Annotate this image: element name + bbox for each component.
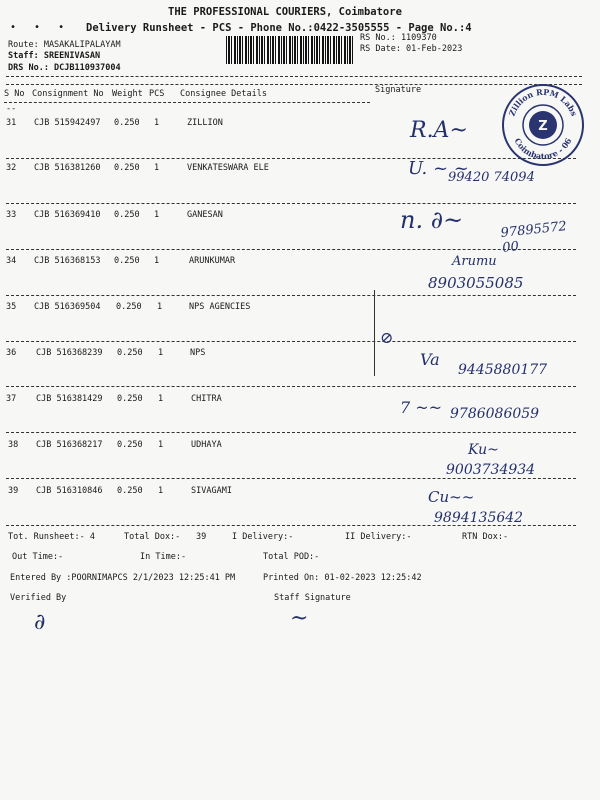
row-pcs: 1 bbox=[158, 486, 164, 496]
row-consignment: CJB 516369504 bbox=[34, 302, 101, 312]
row-consignment: CJB 516381260 bbox=[34, 163, 101, 173]
row-weight: 0.250 bbox=[117, 440, 143, 450]
row-divider bbox=[6, 249, 576, 250]
row-divider bbox=[6, 203, 576, 204]
phone-33: 97895572 00 bbox=[500, 219, 568, 256]
row-divider bbox=[6, 158, 576, 159]
row-weight: 0.250 bbox=[114, 210, 140, 220]
header-divider-2 bbox=[6, 84, 582, 85]
signature-39: Cu~~ bbox=[428, 488, 475, 506]
row-weight: 0.250 bbox=[117, 348, 143, 358]
row-pcs: 1 bbox=[154, 256, 160, 266]
header-divider bbox=[6, 76, 582, 77]
table-row bbox=[0, 302, 600, 318]
row-sno: 32 bbox=[6, 163, 17, 173]
row-pcs: 1 bbox=[157, 302, 163, 312]
row-consignee: CHITRA bbox=[191, 394, 222, 404]
col-weight: Weight bbox=[112, 89, 143, 99]
row-consignee: ZILLION bbox=[187, 118, 223, 128]
stamp-bottom-text: Coimbatore - 06 bbox=[512, 136, 574, 162]
row-divider bbox=[6, 478, 576, 479]
row-consignment: CJB 516368153 bbox=[34, 256, 101, 266]
staff-signature-label: Staff Signature bbox=[274, 593, 351, 603]
phone-37: 9786086059 bbox=[450, 406, 540, 422]
row-sno: 33 bbox=[6, 210, 17, 220]
row-weight: 0.250 bbox=[114, 256, 140, 266]
rs-date: RS Date: 01-Feb-2023 bbox=[360, 44, 463, 54]
row-consignment: CJB 516310846 bbox=[36, 486, 103, 496]
row-sno: 39 bbox=[8, 486, 19, 496]
company-stamp bbox=[500, 82, 586, 168]
table-row bbox=[0, 210, 600, 226]
row-pcs: 1 bbox=[158, 440, 164, 450]
row-consignment: CJB 516381429 bbox=[36, 394, 103, 404]
staff-label: Staff: SREENIVASAN bbox=[8, 51, 101, 61]
corner-dots: • • • bbox=[10, 22, 71, 33]
stamp-top-text: Zillion RPM Labs bbox=[506, 86, 580, 118]
signature-35: ⊘ bbox=[380, 328, 394, 347]
row-sno: 35 bbox=[6, 302, 17, 312]
row-divider bbox=[6, 341, 576, 342]
row-weight: 0.250 bbox=[116, 302, 142, 312]
row-consignment: CJB 516368239 bbox=[36, 348, 103, 358]
row-sno: 38 bbox=[8, 440, 19, 450]
phone-34: 8903055085 bbox=[428, 274, 524, 292]
signature-36: Va bbox=[420, 350, 440, 369]
name-34: Arumu bbox=[452, 254, 497, 269]
row-weight: 0.250 bbox=[117, 486, 143, 496]
row-consignee: VENKATESWARA ELE bbox=[187, 163, 269, 173]
row-consignment: CJB 516369410 bbox=[34, 210, 101, 220]
dash-mark: -- bbox=[6, 104, 17, 114]
col-consignment: Consignment No bbox=[32, 89, 104, 99]
table-row bbox=[0, 486, 600, 502]
row-weight: 0.250 bbox=[117, 394, 143, 404]
row-sno: 34 bbox=[6, 256, 17, 266]
drs-number: DRS No.: DCJB110937004 bbox=[8, 63, 121, 73]
col-signature: Signature bbox=[375, 85, 422, 95]
row-divider bbox=[6, 295, 576, 296]
table-row bbox=[0, 256, 600, 272]
table-row bbox=[0, 440, 600, 456]
signature-38: Ku~ bbox=[468, 442, 499, 458]
row-pcs: 1 bbox=[154, 163, 160, 173]
rs-number: RS No.: 1109370 bbox=[360, 33, 437, 43]
total-dox-value: 39 bbox=[196, 532, 207, 542]
col-sno: S No bbox=[4, 89, 25, 99]
row-consignee: SIVAGAMI bbox=[191, 486, 232, 496]
row-divider bbox=[6, 386, 576, 387]
verified-signature: ∂ bbox=[34, 610, 46, 635]
row-consignee: UDHAYA bbox=[191, 440, 222, 450]
i-delivery: I Delivery:- bbox=[232, 532, 294, 542]
column-header-divider bbox=[4, 102, 370, 103]
phone-39: 9894135642 bbox=[434, 510, 524, 526]
signature-32: U. ~ ~ bbox=[408, 158, 469, 179]
row-pcs: 1 bbox=[158, 348, 164, 358]
row-consignment: CJB 515942497 bbox=[34, 118, 101, 128]
row-consignee: NPS AGENCIES bbox=[189, 302, 251, 312]
total-pod: Total POD:- bbox=[263, 552, 320, 562]
total-dox-label: Total Dox:- bbox=[124, 532, 181, 542]
phone-36: 9445880177 bbox=[458, 362, 548, 378]
row-sno: 37 bbox=[6, 394, 17, 404]
route-label: Route: MASAKALIPALAYAM bbox=[8, 40, 121, 50]
in-time: In Time:- bbox=[140, 552, 187, 562]
company-title: THE PROFESSIONAL COURIERS, Coimbatore bbox=[168, 6, 402, 18]
entered-by: Entered By :POORNIMAPCS 2/1/2023 12:25:41 PM bbox=[10, 573, 236, 583]
row-consignment: CJB 516368217 bbox=[36, 440, 103, 450]
row-divider bbox=[6, 432, 576, 433]
staff-signature-mark: ~ bbox=[290, 606, 309, 631]
barcode bbox=[226, 36, 353, 64]
row-consignee: GANESAN bbox=[187, 210, 223, 220]
signature-31: R.A~ bbox=[410, 118, 468, 143]
row-consignee: NPS bbox=[190, 348, 206, 358]
printed-on: Printed On: 01-02-2023 12:25:42 bbox=[263, 573, 422, 583]
row-weight: 0.250 bbox=[114, 118, 140, 128]
signature-37: 7 ~~ bbox=[400, 398, 443, 417]
signature-33: n. ∂~ bbox=[400, 206, 464, 234]
row-pcs: 1 bbox=[154, 210, 160, 220]
svg-text:Coimbatore - 06 bbox=[513, 136, 574, 161]
verified-by: Verified By bbox=[10, 593, 67, 603]
row-sno: 36 bbox=[6, 348, 17, 358]
rtn-dox: RTN Dox:- bbox=[462, 532, 509, 542]
row-pcs: 1 bbox=[158, 394, 164, 404]
runsheet-title: Delivery Runsheet - PCS - Phone No.:0422-3505555 - Page No.:4 bbox=[86, 22, 472, 34]
ii-delivery: II Delivery:- bbox=[345, 532, 412, 542]
phone-32: 99420 74094 bbox=[448, 170, 535, 185]
bracket-line bbox=[374, 290, 375, 376]
row-weight: 0.250 bbox=[114, 163, 140, 173]
row-sno: 31 bbox=[6, 118, 17, 128]
row-pcs: 1 bbox=[154, 118, 160, 128]
stamp-letter: Z bbox=[538, 119, 548, 134]
phone-38: 9003734934 bbox=[446, 462, 536, 478]
col-pcs: PCS bbox=[149, 89, 165, 99]
row-consignee: ARUNKUMAR bbox=[189, 256, 236, 266]
col-consignee: Consignee Details bbox=[180, 89, 267, 99]
tot-runsheet: Tot. Runsheet:- 4 bbox=[8, 532, 95, 542]
out-time: Out Time:- bbox=[12, 552, 64, 562]
